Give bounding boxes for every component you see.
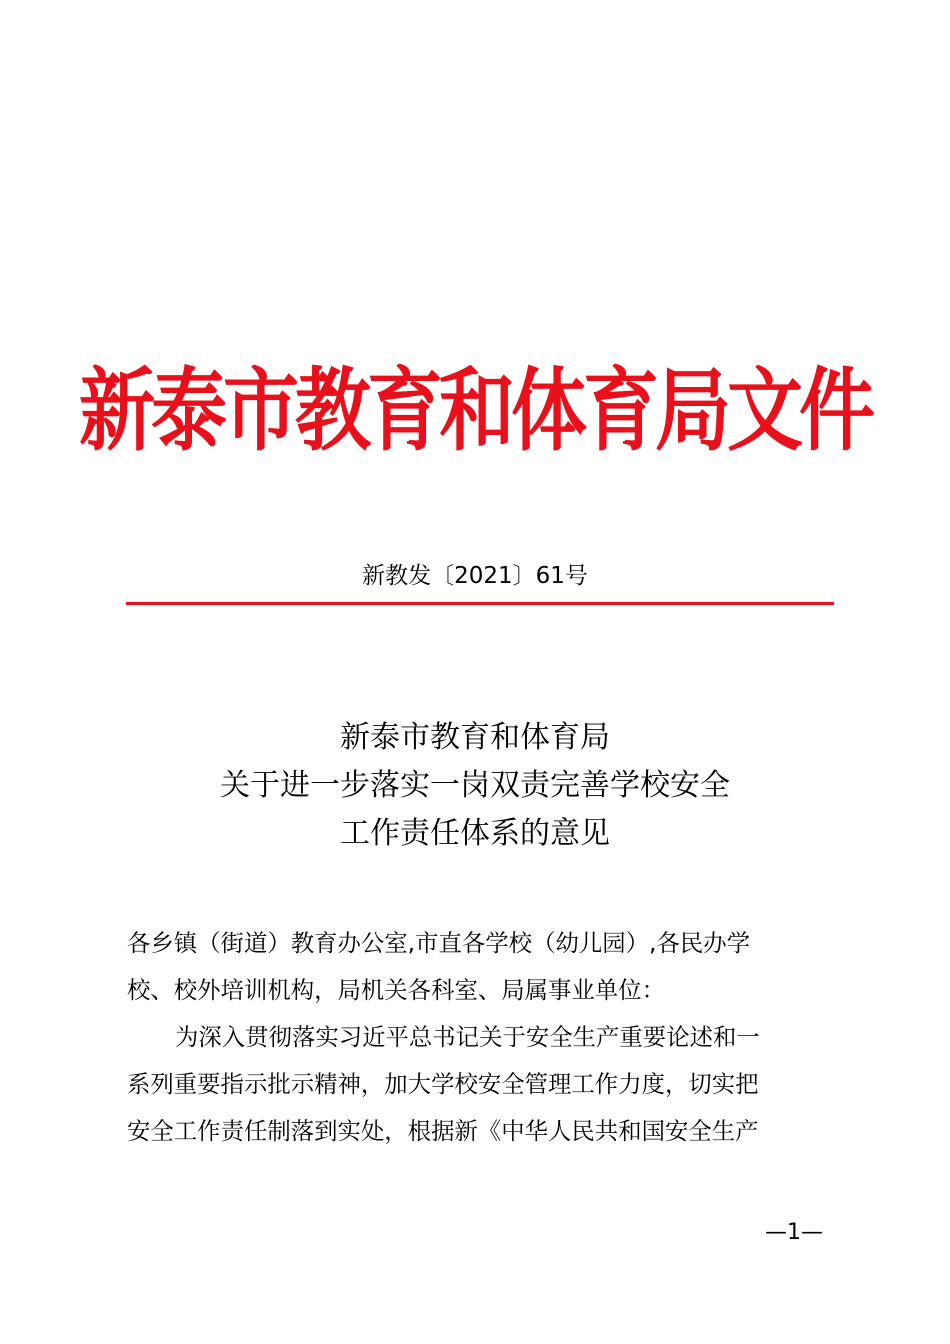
title-line-3: 工作责任体系的意见 bbox=[340, 816, 610, 851]
red-divider-line bbox=[126, 602, 834, 605]
paragraph-line-1: 为深入贯彻落实习近平总书记关于安全生产重要论述和一 bbox=[175, 1023, 760, 1051]
page-number: —1— bbox=[765, 1220, 823, 1245]
document-number: 新教发〔2021〕61号 bbox=[362, 563, 588, 589]
salutation-line-1: 各乡镇（街道）教育办公室,市直各学校（幼儿园）,各民办学 bbox=[127, 929, 751, 957]
title-line-1: 新泰市教育和体育局 bbox=[340, 720, 610, 755]
document-title bbox=[0, 714, 950, 858]
paragraph-line-2: 系列重要指示批示精神，加大学校安全管理工作力度，切实把 bbox=[127, 1070, 759, 1098]
document-body bbox=[127, 920, 827, 1155]
paragraph-line-3: 安全工作责任制落到实处，根据新《中华人民共和国安全生产 bbox=[127, 1117, 759, 1145]
document-masthead: 新泰市教育和体育局文件 bbox=[79, 357, 871, 463]
title-line-2: 关于进一步落实一岗双责完善学校安全 bbox=[220, 768, 730, 803]
salutation-line-2: 校、校外培训机构，局机关各科室、局属事业单位： bbox=[127, 976, 665, 1004]
